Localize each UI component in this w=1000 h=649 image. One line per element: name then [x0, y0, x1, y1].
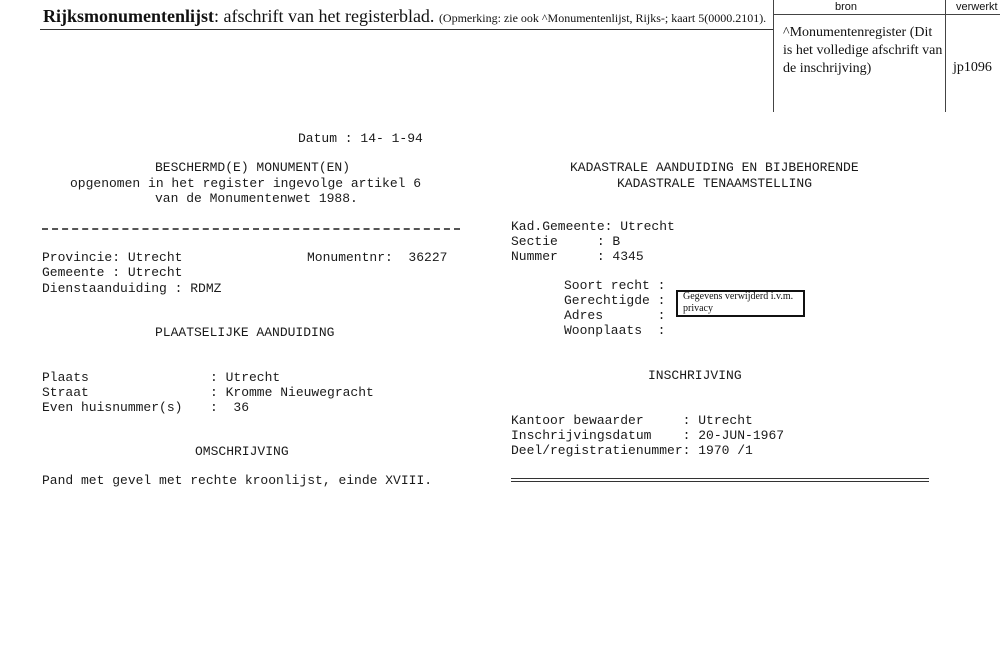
table-left-border [773, 0, 774, 112]
table-column-divider [945, 0, 946, 112]
verwerkt-column-header: verwerkt [956, 1, 998, 13]
plaats-value: : Utrecht [210, 370, 281, 385]
omschrijving-heading: OMSCHRIJVING [195, 444, 289, 459]
kadastrale-heading-line2: KADASTRALE TENAAMSTELLING [617, 176, 813, 191]
table-header-divider [773, 14, 1000, 15]
adres-label: Adres : [564, 308, 666, 323]
verwerkt-value: jp1096 [953, 60, 992, 75]
privacy-note: Gegevens verwijderd i.v.m. privacy [683, 291, 794, 314]
title-note: (Opmerking: zie ook ^Monumentenlijst, Rijks-; kaart 5(0000.2101). [438, 11, 767, 25]
inschrijving-heading: INSCHRIJVING [648, 368, 742, 383]
kantoor-field: Kantoor bewaarder : Utrecht [511, 413, 753, 428]
title-rest: : afschrift van het registerblad. [214, 6, 435, 26]
dashed-divider [42, 228, 460, 230]
gemeente-field: Gemeente : Utrecht [42, 265, 183, 280]
omschrijving-text: Pand met gevel met rechte kroonlijst, einde XVIII. [42, 473, 433, 488]
plaatselijke-heading: PLAATSELIJKE AANDUIDING [155, 325, 335, 340]
document-date: Datum : 14- 1-94 [298, 131, 423, 146]
plaats-label: Plaats [42, 370, 89, 385]
straat-value: : Kromme Nieuwegracht [210, 385, 374, 400]
monument-heading-line2: opgenomen in het register ingevolge artikel 6 [70, 176, 422, 191]
bron-value: ^Monumentenregister (Dit is het volledige afschrift van de inschrijving) [783, 25, 943, 76]
monumentnr-field: Monumentnr: 36227 [307, 250, 448, 265]
dienstaanduiding-field: Dienstaanduiding : RDMZ [42, 281, 222, 296]
blank-page-area [0, 530, 1000, 649]
inschrijvingsdatum-field: Inschrijvingsdatum : 20-JUN-1967 [511, 428, 785, 443]
header-divider [40, 29, 773, 30]
soort-recht-label: Soort recht : [564, 278, 666, 293]
woonplaats-label: Woonplaats : [564, 323, 666, 338]
huisnummer-value: : 36 [210, 400, 250, 415]
kadastrale-heading-line1: KADASTRALE AANDUIDING EN BIJBEHORENDE [570, 160, 859, 175]
page-title [43, 6, 766, 27]
straat-label: Straat [42, 385, 89, 400]
double-rule-bottom [511, 481, 929, 482]
nummer-field: Nummer : 4345 [511, 249, 644, 264]
gerechtigde-label: Gerechtigde : [564, 293, 666, 308]
huisnummer-label: Even huisnummer(s) [42, 400, 183, 415]
provincie-field: Provincie: Utrecht [42, 250, 183, 265]
title-bold: Rijksmonumentenlijst [43, 6, 215, 26]
monument-heading-line3: van de Monumentenwet 1988. [155, 191, 358, 206]
bron-column-header: bron [835, 1, 858, 13]
double-rule-top [511, 478, 929, 479]
kad-gemeente-field: Kad.Gemeente: Utrecht [511, 219, 675, 234]
monument-heading-line1: BESCHERMD(E) MONUMENT(EN) [155, 160, 351, 175]
sectie-field: Sectie : B [511, 234, 621, 249]
deel-field: Deel/registratienummer: 1970 /1 [511, 443, 753, 458]
